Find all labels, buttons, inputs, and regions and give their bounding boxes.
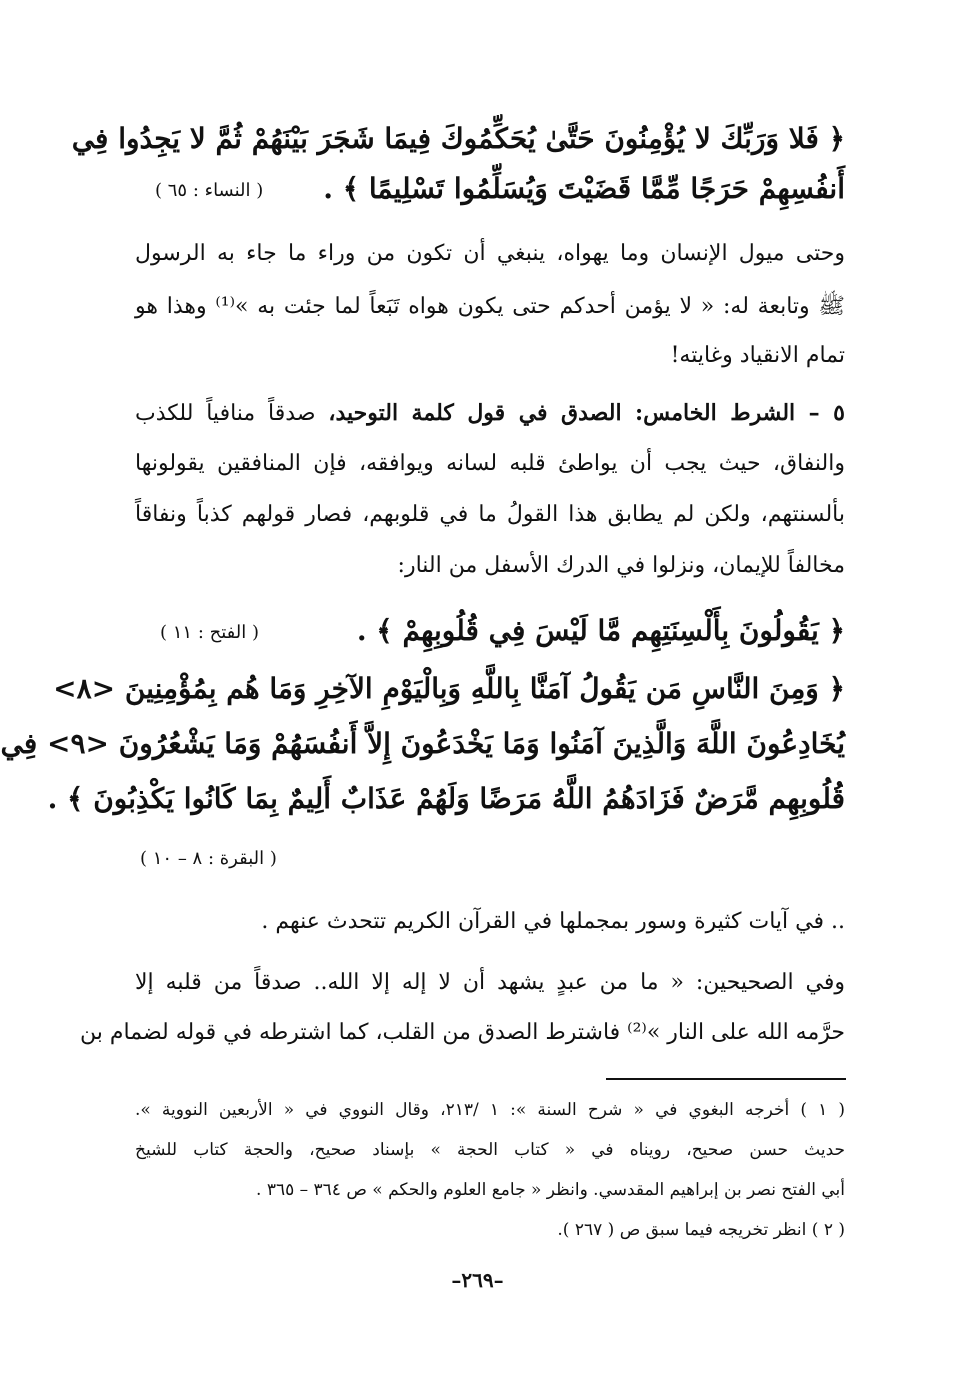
footnote-1-line-3: أبي الفتح نصر بن إبراهيم المقدسي. وانظر « جامع العلوم والحكم » ص ٣٦٤ – ٣٦٥ . [256, 1180, 845, 1200]
verse-baqarah-line-1: ﴿ وَمِنَ النَّاسِ مَن يَقُولُ آمَنَّا بِاللَّهِ وَبِالْيَوْمِ الآخِرِ وَمَا هُم بِمُؤْمِنِينَ <٨> [53, 672, 845, 705]
paragraph-1-line-3: تمام الانقياد وغايته! [670, 343, 845, 368]
paragraph-4-line-2: حرَّمه الله على النار »⁽²⁾ فاشترط الصدق من القلب، كما اشترطه في قوله لضمام بن [80, 1020, 845, 1045]
paragraph-2-line-3: بألسنتهم، ولكن لم يطابق هذا القولُ ما في قلوبهم، فصار قولهم كذباً ونفاقاً [135, 502, 845, 527]
verse-fath: ﴿ يَقُولُونَ بِأَلْسِنَتِهِم مَّا لَيْسَ فِي قُلُوبِهِمْ ﴾ . [356, 614, 845, 647]
footnote-separator [606, 1078, 846, 1080]
verse-baqarah-reference: ( البقرة : ٨ – ١٠ ) [140, 848, 277, 869]
paragraph-1-line-2: ﷺ وتابعة له: « لا يؤمن أحدكم حتى يكون هواه تَبَعاً لما جئت به »⁽¹⁾ وهذا هو [135, 294, 845, 319]
page-number: –٢٦٩– [451, 1268, 504, 1292]
footnote-2: ( ٢ ) انظر تخريجه فيما سبق ص ( ٢٦٧ ). [557, 1220, 845, 1240]
paragraph-2-line-2: والنفاق، حيث يجب أن يواطئ قلبه لسانه ويوافقه، فإن المنافقين يقولونها [135, 451, 845, 476]
condition-five-heading: ٥ – الشرط الخامس: الصدق في قول كلمة التوحيد، [328, 400, 845, 426]
verse-nisa-line-2: أَنفُسِهِمْ حَرَجًا مِّمَّا قَضَيْتَ وَيُسَلِّمُوا تَسْلِيمًا ﴾ . [323, 172, 845, 205]
verse-fath-reference: ( الفتح : ١١ ) [160, 622, 259, 643]
footnote-1-line-2: حديث حسن صحيح، رويناه في « كتاب الحجة » بإسناد صحيح، والحجة كتاب للشيخ [135, 1140, 845, 1160]
paragraph-4-line-1: وفي الصحيحين: « ما من عبدٍ يشهد أن لا إله إلا الله.. صدقاً من قلبه إلا [135, 970, 845, 995]
footnote-1-line-1: ( ١ ) أخرجه البغوي في « شرح السنة »: ١ /٢١٣، وقال النووي في « الأربعين النووية ». [135, 1100, 845, 1120]
paragraph-2-line-1 [135, 400, 845, 426]
paragraph-2-line-4: مخالفاً للإيمان، ونزلوا في الدرك الأسفل من النار: [397, 553, 845, 578]
condition-five-lead: صدقاً منافياً للكذب [135, 401, 329, 426]
paragraph-1-line-1: وحتى ميول الإنسان وما يهواه، ينبغي أن تكون من وراء ما جاء به الرسول [135, 241, 845, 266]
verse-baqarah-line-2: يُخَادِعُونَ اللَّهَ وَالَّذِينَ آمَنُوا وَمَا يَخْدَعُونَ إِلاَّ أَنفُسَهُمْ وَمَا يَشْعُرُونَ <٩> فِي [0, 727, 845, 760]
paragraph-3: .. في آيات كثيرة وسور بمجملها في القرآن الكريم تتحدث عنهم . [261, 909, 845, 934]
verse-nisa-line-1: ﴿ فَلا وَرَبِّكَ لا يُؤْمِنُونَ حَتَّىٰ يُحَكِّمُوكَ فِيمَا شَجَرَ بَيْنَهُمْ ثُمَّ لا يَجِدُوا فِي [71, 122, 845, 155]
verse-baqarah-line-3: قُلُوبِهِم مَّرَضٌ فَزَادَهُمُ اللَّهُ مَرَضًا وَلَهُمْ عَذَابٌ أَلِيمٌ بِمَا كَانُوا يَكْذِبُونَ ﴾ . [47, 782, 845, 815]
verse-nisa-reference: ( النساء : ٦٥ ) [155, 180, 264, 201]
